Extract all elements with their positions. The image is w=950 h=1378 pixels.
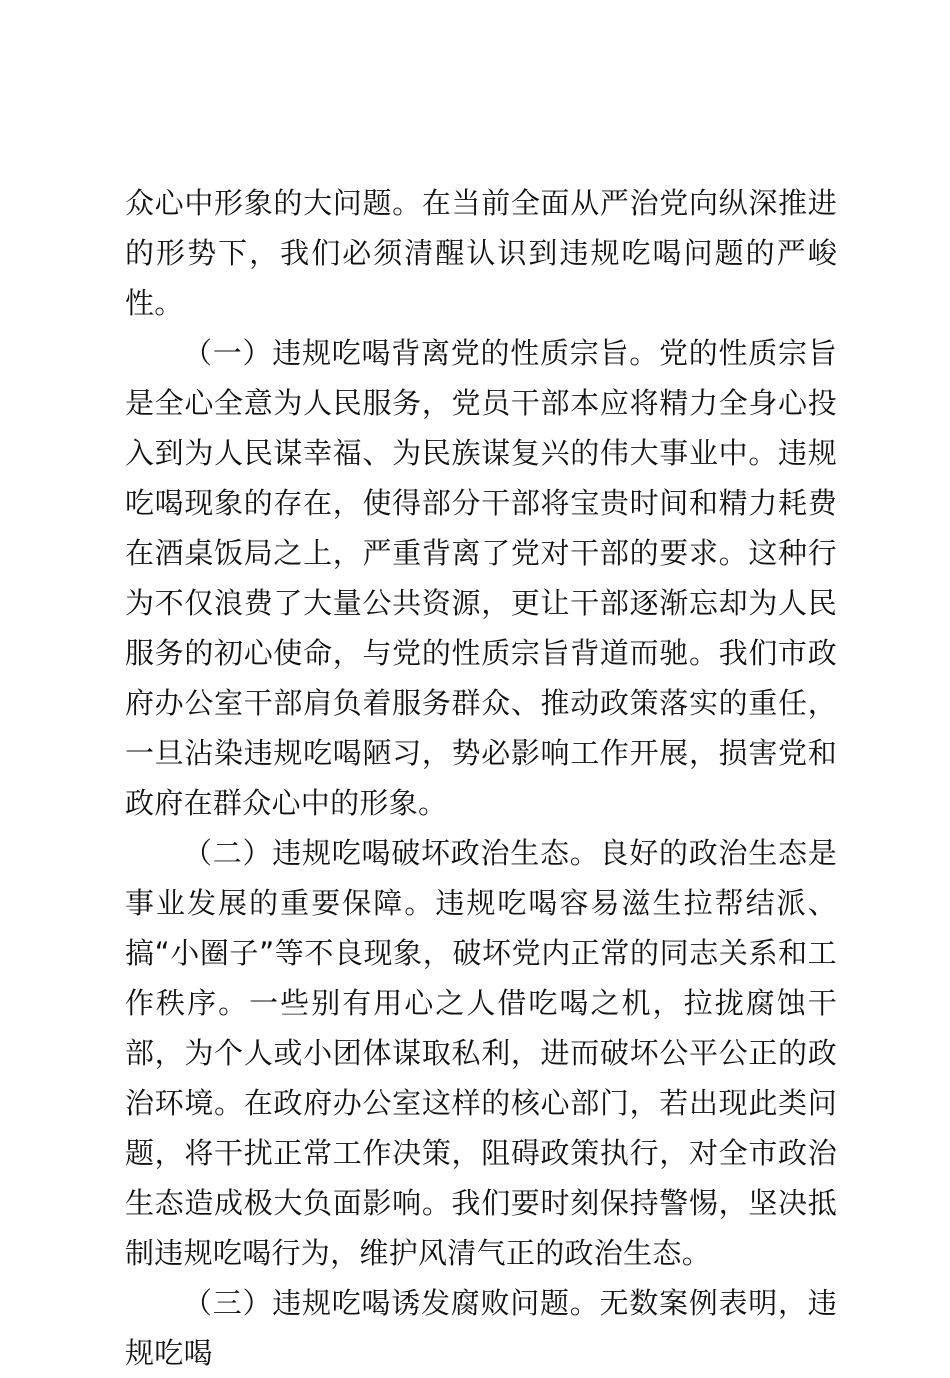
document-body (125, 178, 837, 1378)
paragraph-section-two: （二）违规吃喝破坏政治生态。良好的政治生态是事业发展的重要保障。违规吃喝容易滋生拉帮结派、搞“小圈子”等不良现象，破坏党内正常的同志关系和工作秩序。一些别有用心之人借吃喝之机，拉拢腐蚀干部，为个人或小团体谋取私利，进而破坏公平公正的政治环境。在政府办公室这样的核心部门，若出现此类问题，将干扰正常工作决策，阻碍政策执行，对全市政治生态造成极大负面影响。我们要时刻保持警惕，坚决抵制违规吃喝行为，维护风清气正的政治生态。 (125, 836, 837, 1270)
paragraph-section-three: （三）违规吃喝诱发腐败问题。无数案例表明，违规吃喝 (125, 1286, 837, 1370)
paragraph-section-one: （一）违规吃喝背离党的性质宗旨。党的性质宗旨是全心全意为人民服务，党员干部本应将精力全身心投入到为人民谋幸福、为民族谋复兴的伟大事业中。违规吃喝现象的存在，使得部分干部将宝贵时间和精力耗费在酒桌饭局之上，严重背离了党对干部的要求。这种行为不仅浪费了大量公共资源，更让干部逐渐忘却为人民服务的初心使命，与党的性质宗旨背道而驰。我们市政府办公室干部肩负着服务群众、推动政策落实的重任，一旦沾染违规吃喝陋习，势必影响工作开展，损害党和政府在群众心中的形象。 (125, 336, 837, 820)
paragraph-continuation: 众心中形象的大问题。在当前全面从严治党向纵深推进的形势下，我们必须清醒认识到违规吃喝问题的严峻性。 (125, 186, 837, 320)
